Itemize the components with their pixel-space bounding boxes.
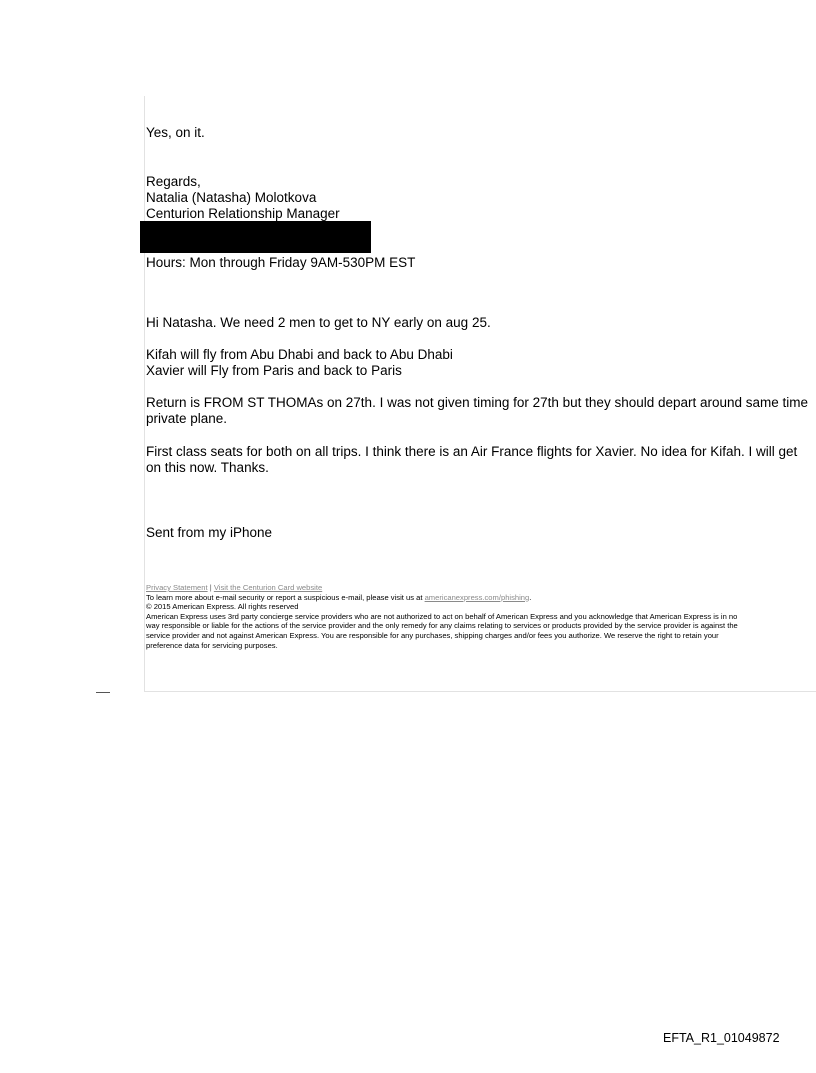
itinerary-kifah: Kifah will fly from Abu Dhabi and back to Abu Dhabi [146,347,453,362]
email-footer [146,583,816,650]
document-id: EFTA_R1_01049872 [663,1031,780,1045]
footer-disclaimer-line: preference data for servicing purposes. [146,640,278,650]
itinerary-xavier: Xavier will Fly from Paris and back to Paris [146,363,402,378]
original-greeting: Hi Natasha. We need 2 men to get to NY early on aug 25. [146,315,491,330]
page-margin-mark [96,692,110,693]
reply-body: Yes, on it. [146,125,205,140]
phishing-link[interactable]: americanexpress.com/phishing [424,592,530,602]
iphone-signature: Sent from my iPhone [146,525,273,540]
return-note: Return is FROM ST THOMAs on 27th. I was not given timing for 27th but they should depart around same time private plane. [146,395,809,426]
footer-disclaimer-line: way responsible or liable for the actions of the service provider and the only remedy for any claims relating to services or products provided by the service provider is against the [146,621,738,631]
sender-name: Natalia (Natasha) Molotkova [146,190,317,205]
sender-title: Centurion Relationship Manager [146,206,340,221]
privacy-statement-link[interactable]: Privacy Statement [146,583,208,592]
footer-disclaimer-line: American Express uses 3rd party concierge service providers who are not authorized to act on behalf of American Express and you acknowledge that American Express is in no [146,611,738,621]
footer-security-end: . [529,592,532,602]
redaction-box [140,221,371,253]
footer-link-separator: | [209,583,212,592]
footer-disclaimer-line: service provider and not against American Express. You are responsible for any purchases, shipping charges and/or fees you authorize. We reserve the right to retain your [146,630,719,640]
footer-security-notice [146,593,816,603]
footer-links-row [146,583,816,593]
centurion-website-link[interactable]: Visit the Centurion Card website [213,583,323,592]
footer-copyright: © 2015 American Express. All rights reserved [146,602,299,612]
footer-security-text: To learn more about e-mail security or report a suspicious e-mail, please visit us at [146,592,423,602]
reply-closing: Regards, [146,174,201,189]
office-hours: Hours: Mon through Friday 9AM-530PM EST [146,255,416,270]
class-note: First class seats for both on all trips. I think there is an Air France flights for Xavier. No idea for Kifah. I will get on this now. Thanks. [146,444,798,475]
